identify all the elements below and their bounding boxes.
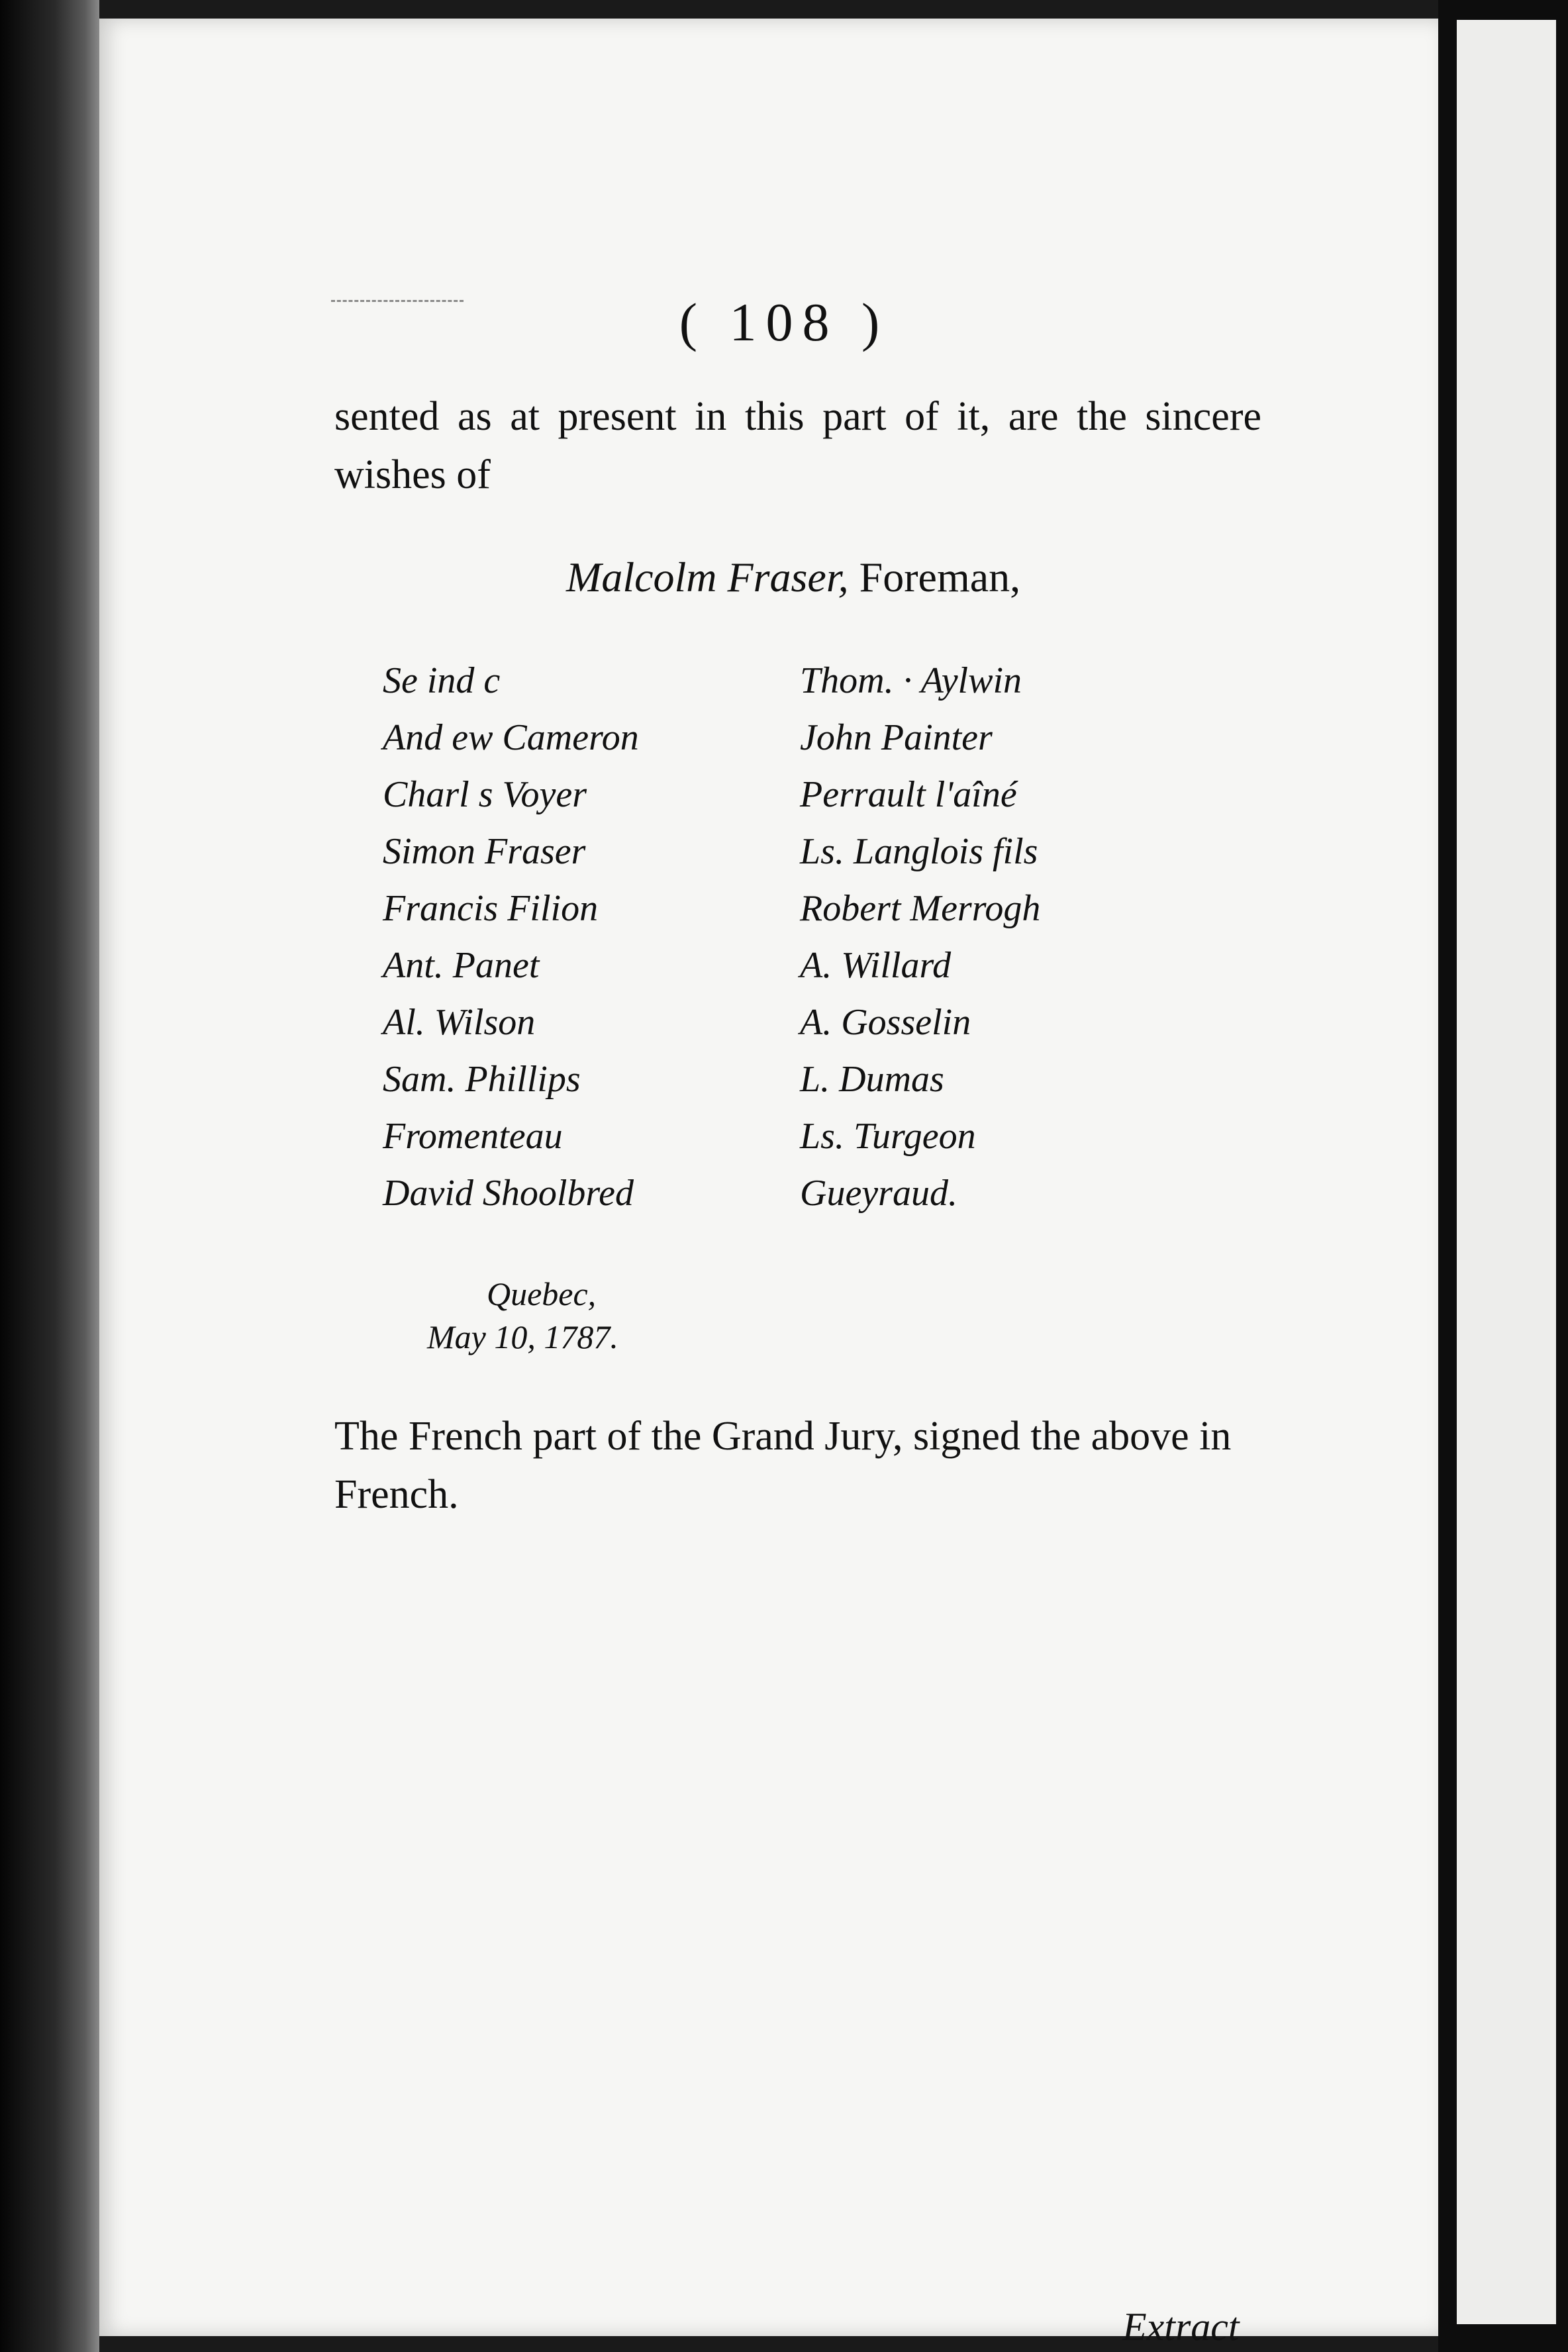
juror-name: A. Gosselin bbox=[800, 1002, 971, 1043]
juror-name: Francis Filion bbox=[383, 888, 599, 929]
juror-name: Ls. Turgeon bbox=[800, 1116, 976, 1157]
juror-name: Perrault l'aîné bbox=[800, 774, 1017, 815]
next-leaf-edge bbox=[1457, 20, 1556, 2324]
juror-name: Thom. · Aylwin bbox=[800, 660, 1022, 701]
continuation-paragraph: sented as at present in this part of it, are the sincere wishes of bbox=[334, 394, 1261, 497]
juror-name: Sam. Phillips bbox=[383, 1059, 581, 1100]
juror-name: Gueyraud. bbox=[800, 1173, 957, 1214]
juror-name: L. Dumas bbox=[800, 1059, 944, 1100]
juror-name: Robert Merrogh bbox=[800, 888, 1041, 929]
juror-column-right bbox=[800, 652, 1210, 1222]
page-number: ( 108 ) bbox=[679, 292, 889, 352]
juror-name: Se ind c bbox=[383, 660, 501, 701]
foreman-name: Malcolm Fraser, bbox=[566, 554, 849, 601]
juror-name: Simon Fraser bbox=[383, 831, 586, 872]
closing-paragraph: The French part of the Grand Jury, signed the above in French. bbox=[334, 1414, 1232, 1517]
foreman-role: Foreman, bbox=[859, 554, 1021, 601]
catchword: Extract bbox=[1122, 2305, 1240, 2349]
juror-name: Ls. Langlois fils bbox=[800, 831, 1038, 872]
juror-name: John Painter bbox=[800, 717, 993, 758]
juror-name: Ant. Panet bbox=[383, 945, 540, 986]
juror-list bbox=[383, 652, 1144, 1222]
place-line: Quebec, bbox=[487, 1275, 597, 1312]
date-line: May 10, 1787. bbox=[427, 1318, 618, 1355]
juror-name: Charl s Voyer bbox=[383, 774, 587, 815]
foreman-signature bbox=[566, 553, 1020, 602]
juror-name: Al. Wilson bbox=[383, 1002, 536, 1043]
juror-name: A. Willard bbox=[800, 945, 952, 986]
juror-name: Fromenteau bbox=[383, 1116, 563, 1157]
juror-name: And ew Cameron bbox=[383, 717, 639, 758]
juror-name: David Shoolbred bbox=[383, 1173, 634, 1214]
juror-column-left bbox=[383, 652, 793, 1222]
